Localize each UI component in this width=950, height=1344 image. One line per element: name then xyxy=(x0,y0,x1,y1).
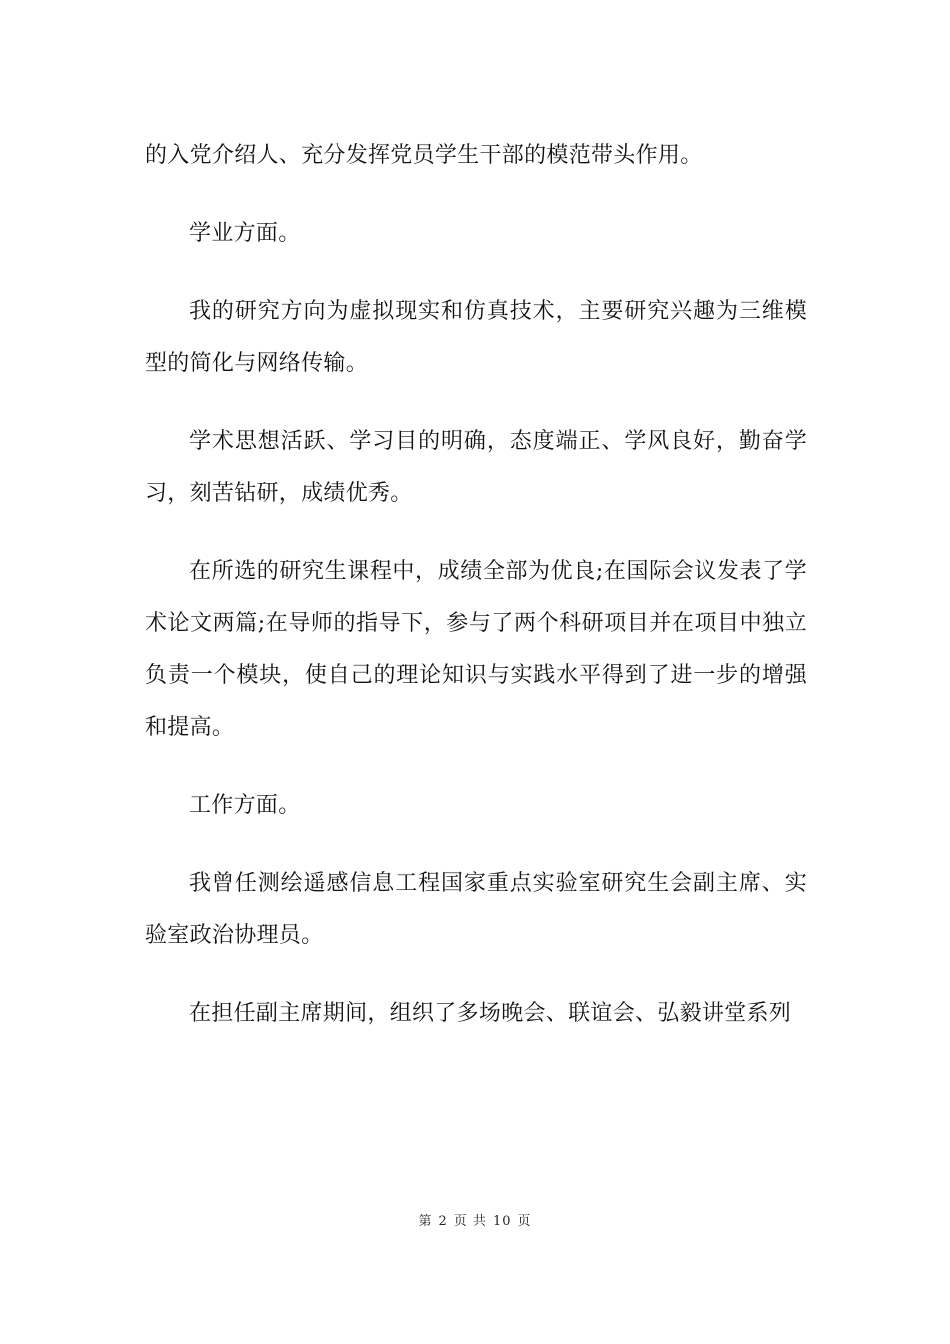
paragraph-research-direction: 我的研究方向为虚拟现实和仿真技术，主要研究兴趣为三维模型的简化与网络传输。 xyxy=(145,299,807,376)
footer-total-pages: 10 xyxy=(492,1214,512,1229)
paragraph-positions-held: 我曾任测绘遥感信息工程国家重点实验室研究生会副主席、实验室政治协理员。 xyxy=(145,871,807,948)
paragraph-continuation: 的入党介绍人、充分发挥党员学生干部的模范带头作用。 xyxy=(145,143,703,168)
footer-middle: 页 共 xyxy=(453,1214,487,1229)
footer-current-page: 2 xyxy=(438,1214,448,1229)
footer-prefix: 第 xyxy=(418,1214,433,1229)
paragraph-study-attitude: 学术思想活跃、学习目的明确，态度端正、学风良好，勤奋学习，刻苦钻研，成绩优秀。 xyxy=(145,429,807,506)
page-footer xyxy=(0,1210,950,1229)
paragraph-coursework-publications: 在所选的研究生课程中，成绩全部为优良;在国际会议发表了学术论文两篇;在导师的指导下，参与了两个科研项目并在项目中独立负责一个模块，使自己的理论知识与实践水平得到了进一步的增强和提高。 xyxy=(145,559,807,740)
section-heading-work: 工作方面。 xyxy=(189,793,301,818)
section-heading-academics: 学业方面。 xyxy=(189,221,301,246)
paragraph-vice-chair-activities: 在担任副主席期间，组织了多场晚会、联谊会、弘毅讲堂系列 xyxy=(189,1001,792,1026)
document-body xyxy=(145,130,807,1066)
footer-suffix: 页 xyxy=(517,1214,532,1229)
